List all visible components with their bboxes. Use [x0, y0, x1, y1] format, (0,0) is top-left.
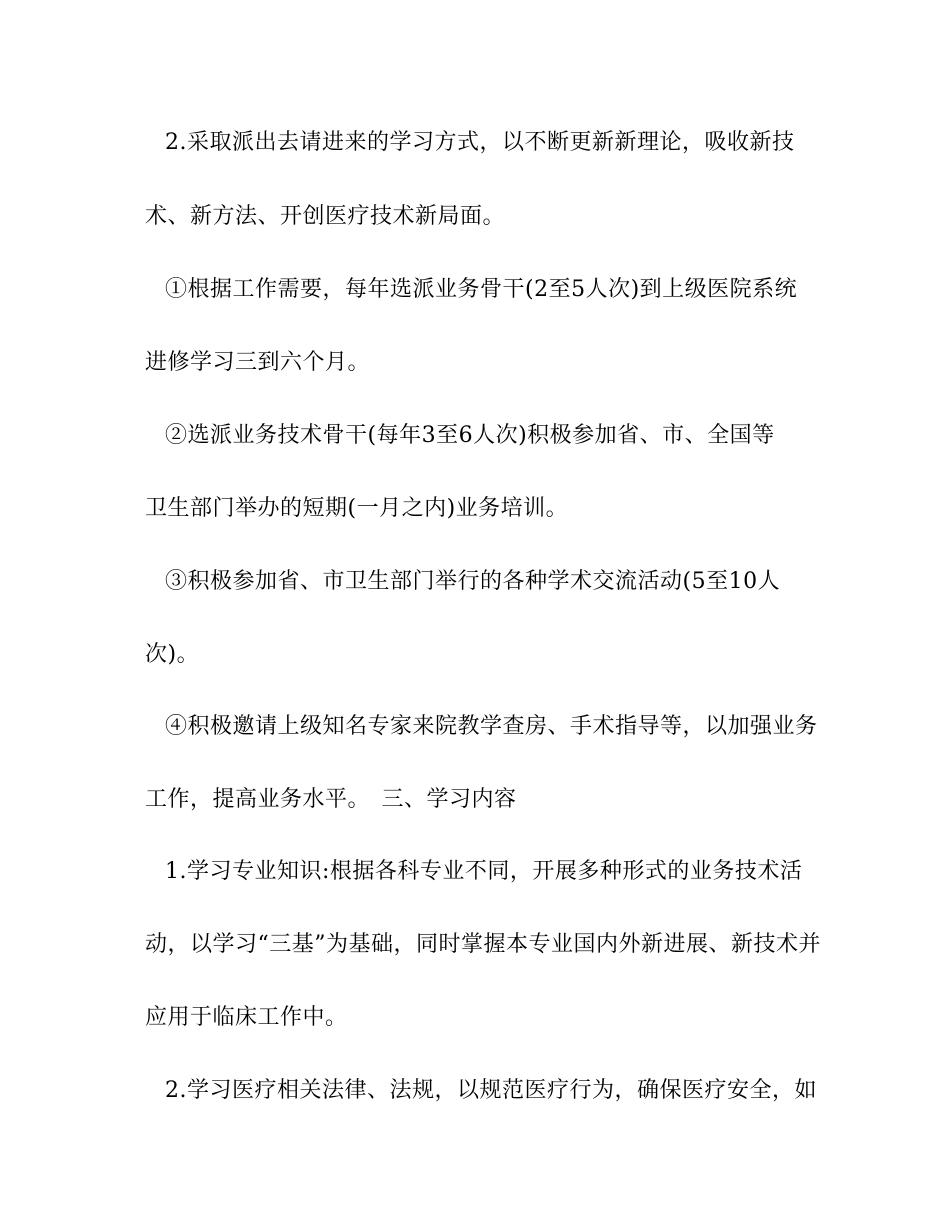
- paragraph-line: 进修学习三到六个月。: [145, 350, 371, 375]
- paragraph-line: 2.采取派出去请进来的学习方式，以不断更新新理论，吸收新技: [165, 130, 795, 155]
- paragraph-line: 术、新方法、开创医疗技术新局面。: [145, 204, 506, 229]
- paragraph-line: 应用于临床工作中。: [145, 1005, 348, 1030]
- paragraph-line: ③积极参加省、市卫生部门举行的各种学术交流活动(5至10人: [165, 569, 781, 594]
- paragraph-line: 动，以学习“三基”为基础，同时掌握本专业国内外新进展、新技术并: [145, 932, 821, 957]
- paragraph-line: ④积极邀请上级知名专家来院教学查房、手术指导等，以加强业务: [165, 714, 818, 739]
- paragraph-line: 工作，提高业务水平。 三、学习内容: [145, 787, 517, 812]
- paragraph-line: 次)。: [145, 642, 200, 667]
- paragraph-line: ②选派业务技术骨干(每年3至6人次)积极参加省、市、全国等: [165, 423, 775, 448]
- paragraph-line: 卫生部门举办的短期(一月之内)业务培训。: [145, 496, 569, 521]
- paragraph-line: ①根据工作需要，每年选派业务骨干(2至5人次)到上级医院系统: [165, 277, 798, 302]
- paragraph-line: 1.学习专业知识:根据各科专业不同，开展多种形式的业务技术活: [165, 859, 803, 884]
- paragraph-line: 2.学习医疗相关法律、法规，以规范医疗行为，确保医疗安全，如: [165, 1078, 817, 1103]
